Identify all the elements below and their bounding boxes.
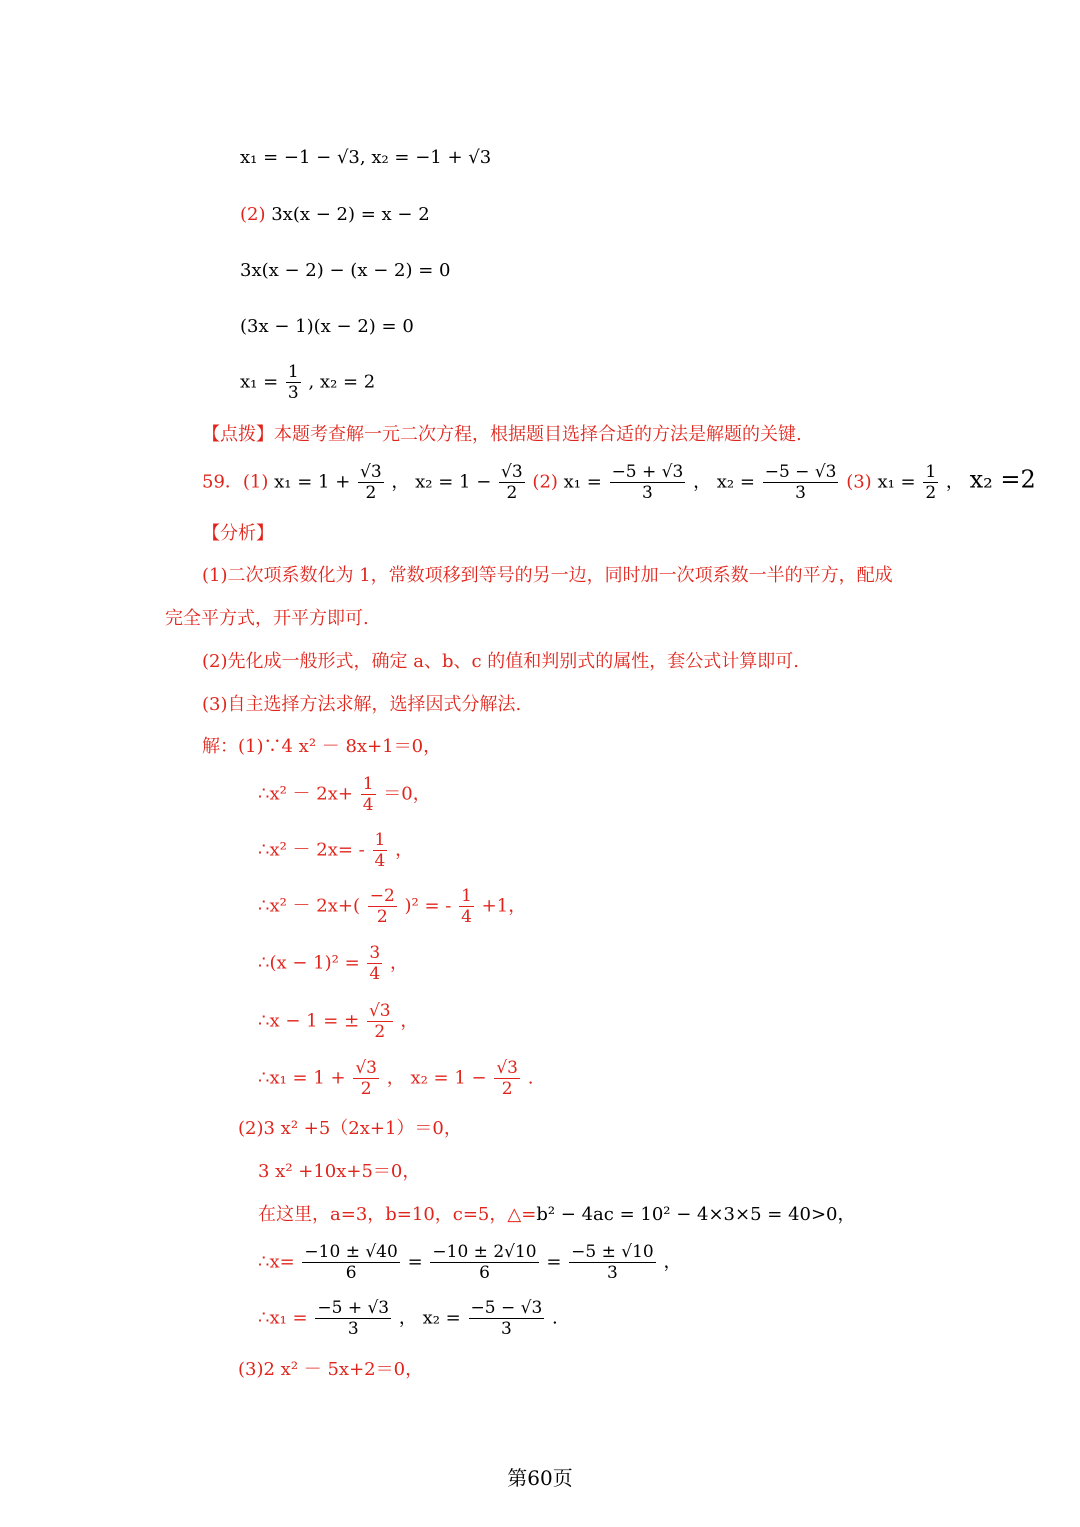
analysis-point-2	[202, 650, 799, 674]
factor-step	[240, 259, 450, 283]
equation-text: 3x(x − 2) − (x − 2) = 0	[240, 260, 451, 281]
answer-text: x₁ = 1 +	[274, 471, 351, 493]
page-number: 第60页	[507, 1466, 573, 1490]
solution-step	[258, 1160, 420, 1184]
roots-result	[240, 362, 375, 403]
fraction: $\frac{-10 \pm √40}{6}$	[304, 1242, 398, 1283]
fraction: $\frac{-5 + √3}{3}$	[317, 1298, 390, 1339]
analysis-point-1	[202, 564, 893, 588]
fraction: $\frac{-10 \pm 2√10}{6}$	[432, 1242, 537, 1283]
step-text: (3)2 x² － 5x+2＝0，	[238, 1359, 424, 1380]
sub-problem-2-equation	[240, 203, 430, 227]
answer-text: x₁ =	[877, 471, 916, 493]
step-text: +1，	[481, 895, 527, 917]
sub-problem-label: (2)	[240, 204, 266, 225]
analysis-text: (3)自主选择方法求解，选择因式分解法.	[202, 694, 522, 715]
sub-label: (2)	[532, 471, 558, 493]
heading-text: 【分析】	[202, 523, 274, 544]
fraction: $\frac{-5 \pm √10}{3}$	[571, 1242, 654, 1283]
fraction: $\frac{√3}{2}$	[496, 1058, 518, 1099]
analysis-point-3	[202, 693, 521, 717]
solution-step	[258, 774, 431, 815]
step-text: ∴x=	[258, 1251, 295, 1273]
step-text: .	[527, 1067, 534, 1089]
step-text: ∴x² － 2x+(	[258, 895, 360, 917]
step-text: ，	[395, 839, 414, 861]
step-text: ∴x − 1 = ±	[258, 1010, 360, 1032]
step-text: .	[552, 1307, 558, 1329]
roots-step	[258, 1298, 558, 1339]
root-label: , x₂ = 2	[308, 371, 376, 393]
solution-step	[258, 830, 413, 871]
answer-text: ，	[945, 471, 964, 493]
fraction: $\frac{1}{4}$	[461, 886, 472, 927]
answer-text: ， x₂ =	[693, 471, 755, 493]
fraction: $\frac{√3}{2}$	[501, 462, 523, 503]
analysis-heading	[202, 522, 274, 546]
discriminant-step	[258, 1203, 856, 1227]
fraction: $\frac{1}{4}$	[362, 774, 374, 815]
step-text: )² = -	[404, 895, 452, 917]
fraction: $\frac{√3}{2}$	[360, 462, 382, 503]
roots-text: x₁ = −1 − √3, x₂ = −1 + √3	[240, 147, 492, 168]
equation-roots-line	[240, 146, 491, 170]
step-text: ，	[389, 952, 408, 974]
fraction: $\frac{-5 - √3}{3}$	[764, 462, 837, 503]
factored-form	[240, 315, 414, 339]
solution-step	[258, 1001, 418, 1042]
step-text: ＝0，	[383, 783, 431, 805]
solution-part-3	[238, 1358, 423, 1382]
analysis-point-1-cont	[165, 607, 369, 631]
step-text: ∴x₁ = 1 +	[258, 1067, 346, 1089]
answer-text: x₂ =2	[969, 465, 1036, 494]
analysis-text: 完全平方式，开平方即可.	[165, 608, 369, 629]
solution-step	[258, 886, 526, 927]
step-text: ， x₂ =	[398, 1307, 461, 1329]
step-text: b² − 4ac = 10² − 4×3×5 = 40>0，	[536, 1204, 856, 1225]
solution-text: 解：(1)∵4 x² － 8x+1＝0，	[202, 736, 442, 757]
question-number: 59．(1)	[202, 471, 269, 493]
analysis-text: (1)二次项系数化为 1，常数项移到等号的另一边，同时加一次项系数一半的平方，配成	[202, 565, 893, 586]
fraction: $\frac{-2}{2}$	[369, 886, 395, 927]
tip-text: 【点拨】本题考查解一元二次方程，根据题目选择合适的方法是解题的关键.	[202, 424, 802, 445]
sub-label: (3)	[846, 471, 872, 493]
fraction: $\frac{3}{4}$	[369, 943, 381, 984]
tip-paragraph	[202, 423, 802, 447]
question-59-answers	[202, 462, 1036, 503]
fraction: $\frac{1}{3}$	[287, 362, 299, 403]
step-text: ，	[400, 1010, 419, 1032]
root-label: x₁ =	[240, 371, 279, 393]
solution-step	[258, 1058, 533, 1099]
step-text: ∴(x − 1)² =	[258, 952, 360, 974]
step-text: ∴x² － 2x= -	[258, 839, 365, 861]
step-text: =	[546, 1251, 562, 1273]
step-text: ∴x₁ =	[258, 1307, 308, 1329]
fraction: $\frac{√3}{2}$	[355, 1058, 377, 1099]
fraction: $\frac{1}{4}$	[374, 830, 386, 871]
fraction: $\frac{√3}{2}$	[368, 1001, 391, 1042]
fraction: $\frac{1}{2}$	[925, 462, 937, 503]
quadratic-formula-step	[258, 1242, 681, 1283]
step-text: (2)3 x² +5（2x+1）＝0，	[238, 1118, 462, 1139]
analysis-text: (2)先化成一般形式，确定 a、b、c 的值和判别式的属性，套公式计算即可.	[202, 651, 799, 672]
step-text: 3 x² +10x+5＝0，	[258, 1161, 421, 1182]
solution-step	[258, 943, 408, 984]
solution-start	[202, 735, 441, 759]
fraction: $\frac{-5 + √3}{3}$	[611, 462, 684, 503]
answer-text: ， x₂ = 1 −	[391, 471, 492, 493]
step-text: 在这里，a=3，b=10，c=5，△=	[258, 1204, 537, 1225]
answer-text: x₁ =	[563, 471, 602, 493]
step-text: ，	[663, 1251, 682, 1273]
fraction: $\frac{-5 - √3}{3}$	[470, 1298, 543, 1339]
step-text: ∴x² － 2x+	[258, 783, 353, 805]
solution-part-2	[238, 1117, 462, 1141]
step-text: =	[407, 1251, 423, 1273]
equation-text: (3x − 1)(x − 2) = 0	[240, 316, 414, 337]
equation-text: 3x(x − 2) = x − 2	[271, 204, 430, 225]
step-text: ， x₂ = 1 −	[386, 1067, 487, 1089]
